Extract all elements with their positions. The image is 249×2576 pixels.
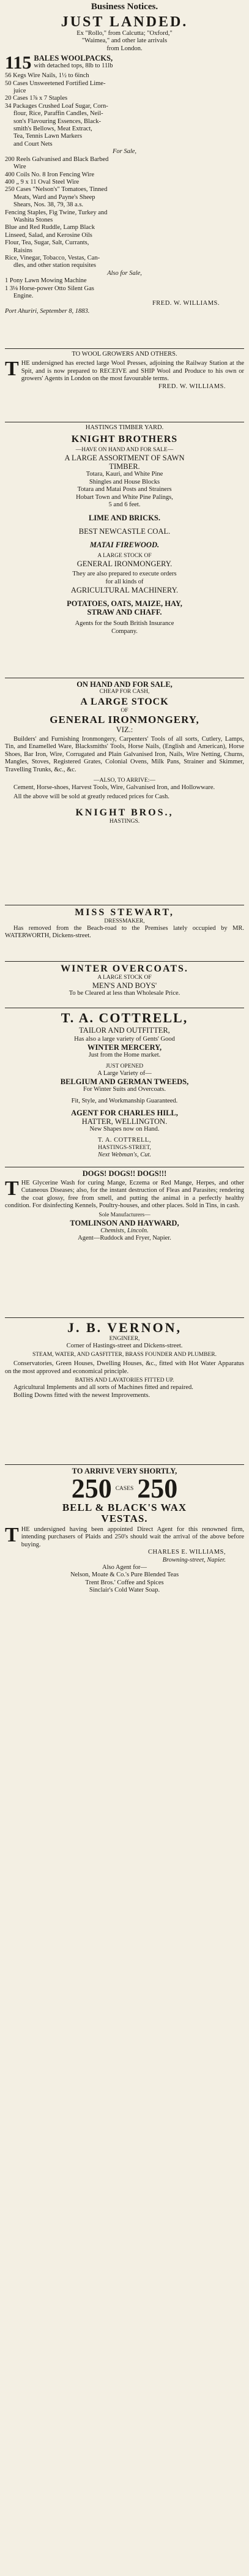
ad3-line: They are also prepared to execute orders bbox=[72, 571, 177, 578]
ad1-line: BALES WOOLPACKS, bbox=[34, 54, 113, 63]
ad-just-landed bbox=[5, 12, 244, 349]
ad3-line: STRAW AND CHAFF. bbox=[87, 608, 162, 617]
ad7-line: Just from the Home market. bbox=[88, 1052, 161, 1059]
ad10-line: Trent Bros.' Coffee and Spices bbox=[85, 1579, 164, 1586]
ad1-headline: JUST LANDED. bbox=[61, 14, 188, 30]
ad3-line: Shingles and House Blocks bbox=[89, 478, 160, 485]
ad4-line: GENERAL IRONMONGERY, bbox=[50, 714, 199, 725]
ad10-quantity: 250 bbox=[71, 1473, 112, 1503]
ad3-line: Totara, Kauri, and White Pine bbox=[86, 471, 163, 478]
ad1-line: with detached tops, 8lb to 11lb bbox=[34, 62, 113, 70]
ad4-line: VIZ.: bbox=[116, 725, 133, 734]
ad3-line: Company. bbox=[111, 627, 138, 635]
ad1-line: juice bbox=[13, 88, 26, 95]
ad10-line: TO ARRIVE VERY SHORTLY, bbox=[72, 1467, 177, 1475]
ad1-line: son's Flavouring Essences, Black- bbox=[13, 118, 102, 125]
ad4-line: CHEAP FOR CASH, bbox=[99, 689, 150, 695]
ad10-line: Nelson, Moate & Co.'s Pure Blended Teas bbox=[70, 1571, 179, 1579]
ad7-line: T. A. COTTRELL, bbox=[98, 1137, 151, 1144]
ad7-line: HASTINGS-STREET, bbox=[98, 1144, 151, 1151]
ad3-line: Hobart Town and White Pine Palings, bbox=[76, 493, 173, 501]
ad3-headline: HASTINGS TIMBER YARD. bbox=[85, 424, 164, 431]
ad10-line: Also Agent for— bbox=[102, 1564, 147, 1571]
ad1-line: and Court Nets bbox=[13, 140, 53, 148]
ad7-line: Has also a large variety of Gents' Good bbox=[74, 1036, 175, 1043]
ad1-line: from London. bbox=[106, 45, 143, 52]
ad9-line: STEAM, WATER, AND GASFITTER, BRASS FOUNDER AND PLUMBER. bbox=[32, 1352, 217, 1358]
ad9-line: BATHS AND LAVATORIES FITTED UP. bbox=[75, 1377, 174, 1384]
ad3-line: POTATOES, OATS, MAIZE, HAY, bbox=[67, 599, 182, 608]
ad1-line: Ex "Rollo," from Calcutta; "Oxford," bbox=[76, 30, 173, 37]
ad10-quantity: 250 bbox=[137, 1473, 178, 1503]
ad4-line: OF bbox=[121, 708, 128, 714]
ad9-body: Bolling Downs fitted with the newest Improvements. bbox=[13, 1391, 151, 1399]
ad1-signature: FRED. W. WILLIAMS. bbox=[152, 300, 220, 307]
ad7-line: New Shapes now on Hand. bbox=[89, 1126, 160, 1133]
ad3-line: Totara and Matai Posts and Strainers bbox=[77, 486, 172, 493]
ad9-title: J. B. VERNON, bbox=[67, 1320, 182, 1335]
ad1-line: 200 Reels Galvanised and Black Barbed bbox=[5, 155, 109, 163]
ad8-line: Sole Manufacturers— bbox=[98, 1211, 151, 1218]
ad1-line: 400 „ 9 x 11 Oval Steel Wire bbox=[5, 178, 80, 185]
ad1-line: 50 Cases Unsweetened Fortified Lime- bbox=[5, 80, 106, 87]
ad1-line: "Waimea," and other late arrivals bbox=[81, 37, 168, 45]
ad9-body: Agricultural Implements and all sorts of Machines fitted and repaired. bbox=[13, 1384, 193, 1391]
ad10-quantity-row bbox=[5, 1475, 244, 1502]
ad5-subtitle: DRESSMAKER, bbox=[104, 918, 145, 924]
ad7-line: For Winter Suits and Overcoats. bbox=[83, 1086, 166, 1093]
ad10-place: Browning-street, Napier. bbox=[162, 1556, 226, 1563]
ad10-cases: CASES bbox=[115, 1485, 134, 1492]
ad1-woolpacks-row bbox=[5, 54, 244, 72]
ad1-quantity: 115 bbox=[5, 53, 32, 73]
ad7-line: HATTER, WELLINGTON. bbox=[81, 1117, 168, 1126]
ad3-line: AGRICULTURAL MACHINERY. bbox=[70, 586, 179, 595]
ad1-line: Blue and Red Ruddle, Lamp Black bbox=[5, 224, 95, 231]
ad6-line: To be Cleared at less than Wholesale Price. bbox=[69, 990, 180, 997]
ad1-line: Fencing Staples, Fig Twine, Turkey and bbox=[5, 209, 108, 216]
ad3-line: MATAI FIREWOOD. bbox=[89, 541, 160, 550]
ad10-drop-cap: T bbox=[5, 1524, 19, 1546]
ad10-signature: CHARLES E. WILLIAMS, bbox=[147, 1549, 226, 1556]
ad1-line: Raisins bbox=[13, 247, 32, 254]
ad6-line: A LARGE STOCK OF bbox=[97, 975, 152, 981]
ad7-line: Fit, Style, and Workmanship Guaranteed. bbox=[71, 1097, 178, 1104]
ad1-line: Meats, Ward and Payne's Sheep bbox=[13, 193, 95, 201]
ad1-line: 1 Pony Lawn Mowing Machine bbox=[5, 277, 87, 285]
ad1-line: Flour, Tea, Sugar, Salt, Currants, bbox=[5, 239, 89, 247]
ad-vernon bbox=[5, 1318, 244, 1465]
ad1-line: Engine. bbox=[13, 293, 34, 299]
ad8-line: Agent—Ruddock and Fryer, Napier. bbox=[78, 1235, 171, 1242]
ad3-firm-name: KNIGHT BROTHERS bbox=[71, 434, 178, 445]
ad-ironmongery bbox=[5, 678, 244, 905]
ad1-line: flour, Rice, Paraffin Candles, Neil- bbox=[13, 110, 103, 118]
ad7-title: T. A. COTTRELL, bbox=[61, 1010, 188, 1025]
ad1-line: dles, and other station requisites bbox=[13, 262, 97, 269]
ad10-body bbox=[5, 1526, 244, 1549]
ad5-body: Has removed from the Beach-road to the Premises lately occupied by MR. WATERWORTH, Dickens-street. bbox=[5, 925, 244, 940]
ad1-line: 34 Packages Crushed Loaf Sugar, Corn- bbox=[5, 102, 108, 110]
ad8-body bbox=[5, 1177, 244, 1210]
ad3-line: A LARGE ASSORTMENT OF SAWN bbox=[64, 454, 185, 463]
ad-winter-overcoats bbox=[5, 962, 244, 1008]
ad4-signature: KNIGHT BROS., bbox=[75, 807, 174, 818]
ad1-line: 20 Cases 1⅞ x 7 Staples bbox=[5, 95, 68, 102]
ad2-body bbox=[5, 360, 244, 383]
ad10-line: VESTAS. bbox=[101, 1513, 148, 1524]
ad2-headline: TO WOOL GROWERS AND OTHERS. bbox=[72, 351, 177, 358]
ad6-line: MEN'S AND BOYS' bbox=[92, 981, 157, 990]
ad1-line: Rice, Vinegar, Tobacco, Vestas, Can- bbox=[5, 254, 100, 261]
ad1-line: Wire bbox=[13, 163, 26, 171]
ad8-title: DOGS! DOGS!! DOGS!!! bbox=[82, 1169, 167, 1178]
ad7-line: A Large Variety of— bbox=[97, 1069, 152, 1077]
ad3-line: 5 and 6 feet. bbox=[108, 501, 141, 509]
ad7-line: Next Webman's, Cut. bbox=[97, 1151, 152, 1158]
ad3-line: A LARGE STOCK OF bbox=[97, 553, 152, 560]
ad2-signature: FRED. W. WILLIAMS. bbox=[158, 383, 226, 390]
ad4-line: —ALSO, TO ARRIVE:— bbox=[94, 777, 155, 784]
ad1-line: Shears, Nos. 38, 79, 38 a.s. bbox=[13, 201, 84, 209]
ad7-line: WINTER MERCERY, bbox=[87, 1043, 162, 1052]
ad3-line: —HAVE ON HAND AND FOR SALE— bbox=[75, 447, 174, 454]
ad4-body: Cement, Horse-shoes, Harvest Tools, Wire, Galvanised Iron, and Hollowware. bbox=[13, 784, 215, 792]
ad1-line: 400 Coils No. 8 Iron Fencing Wire bbox=[5, 171, 95, 178]
ad7-line: BELGIUM AND GERMAN TWEEDS, bbox=[60, 1077, 189, 1087]
ad7-line: JUST OPENED bbox=[105, 1063, 144, 1069]
ad3-line: GENERAL IRONMONGERY. bbox=[76, 560, 173, 569]
ad10-line: BELL & BLACK'S WAX bbox=[62, 1502, 187, 1513]
masthead: Business Notices. bbox=[91, 2, 158, 12]
ad3-line: Agents for the South British Insurance bbox=[75, 620, 174, 627]
ad-dogs bbox=[5, 1167, 244, 1318]
ad7-line: TAILOR AND OUTFITTER, bbox=[79, 1026, 170, 1035]
ad4-line: ON HAND AND FOR SALE, bbox=[76, 680, 173, 689]
ad1-line: Linseed, Salad, and Kerosine Oils bbox=[5, 231, 92, 239]
ad1-line: 56 Kegs Wire Nails, 1½ to 6inch bbox=[5, 72, 89, 80]
ad10-body-text: HE undersigned having been appointed Direct Agent for this renowned firm, intending purchasers of Plaids and 250's should wait the arrival of the above before buying. bbox=[21, 1526, 244, 1548]
ad10-line: Sinclair's Cold Water Soap. bbox=[89, 1587, 160, 1594]
ad2-drop-cap: T bbox=[5, 358, 19, 381]
ad3-line: BEST NEWCASTLE COAL. bbox=[78, 527, 171, 536]
ad-hastings-timber bbox=[5, 422, 244, 678]
ad1-line: 250 Cases "Nelson's" Tomatoes, Tinned bbox=[5, 186, 108, 193]
ad4-place: HASTINGS. bbox=[109, 818, 140, 825]
ad1-line: smith's Bellows, Meat Extract, bbox=[13, 125, 92, 133]
ad8-body-text: HE Glycerine Wash for curing Mange, Eczema or Red Mange, Herpes, and other Cutaneous Diseases; also, for the instant destruction of Fleas and Parasites; rendering the coat glossy, free from smell, and putting the animal in a perfectly healthy condition. For disinfecting Kennels, Poultry-houses, and other places. Sold in Tins, in cash. bbox=[5, 1180, 244, 1210]
ad9-body: Conservatories, Green Houses, Dwelling Houses, &c., fitted with Hot Water Apparatus on the most approved and economical principle. bbox=[5, 1360, 244, 1375]
ad5-title: MISS STEWART, bbox=[75, 907, 174, 918]
ad4-line: A LARGE STOCK bbox=[80, 697, 169, 707]
ad9-line: Corner of Hastings-street and Dickens-street. bbox=[66, 1342, 183, 1349]
ad-miss-stewart bbox=[5, 905, 244, 962]
ad8-line: Chemists, Lincoln. bbox=[100, 1227, 149, 1234]
ad4-body: All the above will be sold at greatly reduced prices for Cash. bbox=[13, 793, 169, 801]
ad9-line: ENGINEER, bbox=[109, 1336, 140, 1342]
ad8-drop-cap: T bbox=[5, 1177, 19, 1200]
ad7-line: AGENT FOR CHARLES HILL, bbox=[71, 1109, 178, 1118]
ad3-line: LIME AND BRICKS. bbox=[88, 514, 161, 523]
ad4-body: Builders' and Furnishing Ironmongery, Carpenters' Tools of all sorts, Cutlery, Lamps, Tin, and Enamelled Ware, Blacksmiths' Tools, Horse Nails, (English and American), Horse Shoes, Bar Iron, Wire, Corrugated and Plain Galvanised Iron, Nails, Wire Netting, Churns, Mangles, Stoves, Registered Grates, Colonial Ovens, Milk Pans, Strainer and Skimmer, Travelling Trunks, &c., &c. bbox=[5, 736, 244, 773]
ad6-title: WINTER OVERCOATS. bbox=[61, 964, 188, 974]
ad-wool-growers bbox=[5, 349, 244, 422]
ad-wax-vestas bbox=[5, 1465, 244, 1610]
ad3-line: for all kinds of bbox=[105, 578, 144, 585]
ad1-line: Also for Sale, bbox=[107, 269, 142, 277]
ad3-line: TIMBER. bbox=[109, 462, 140, 471]
ad-cottrell bbox=[5, 1008, 244, 1167]
ad8-line: TOMLINSON AND HAYWARD, bbox=[70, 1218, 179, 1227]
ad1-line: 1 3⅛ Horse-power Otto Silent Gas bbox=[5, 285, 94, 292]
ad2-body-text: HE undersigned has erected large Wool Presses, adjoining the Railway Station at the Spit, and is now prepared to RECEIVE and SHIP Wool and Produce to his own or growers' Agents in London on the most favourable terms. bbox=[21, 360, 244, 383]
ad1-line: Washita Stones bbox=[13, 216, 53, 223]
ad1-line: Tea, Tennis Lawn Markers bbox=[13, 133, 83, 140]
ad1-date: Port Ahuriri, September 8, 1883. bbox=[5, 307, 90, 315]
ad1-line: For Sale, bbox=[112, 148, 137, 155]
